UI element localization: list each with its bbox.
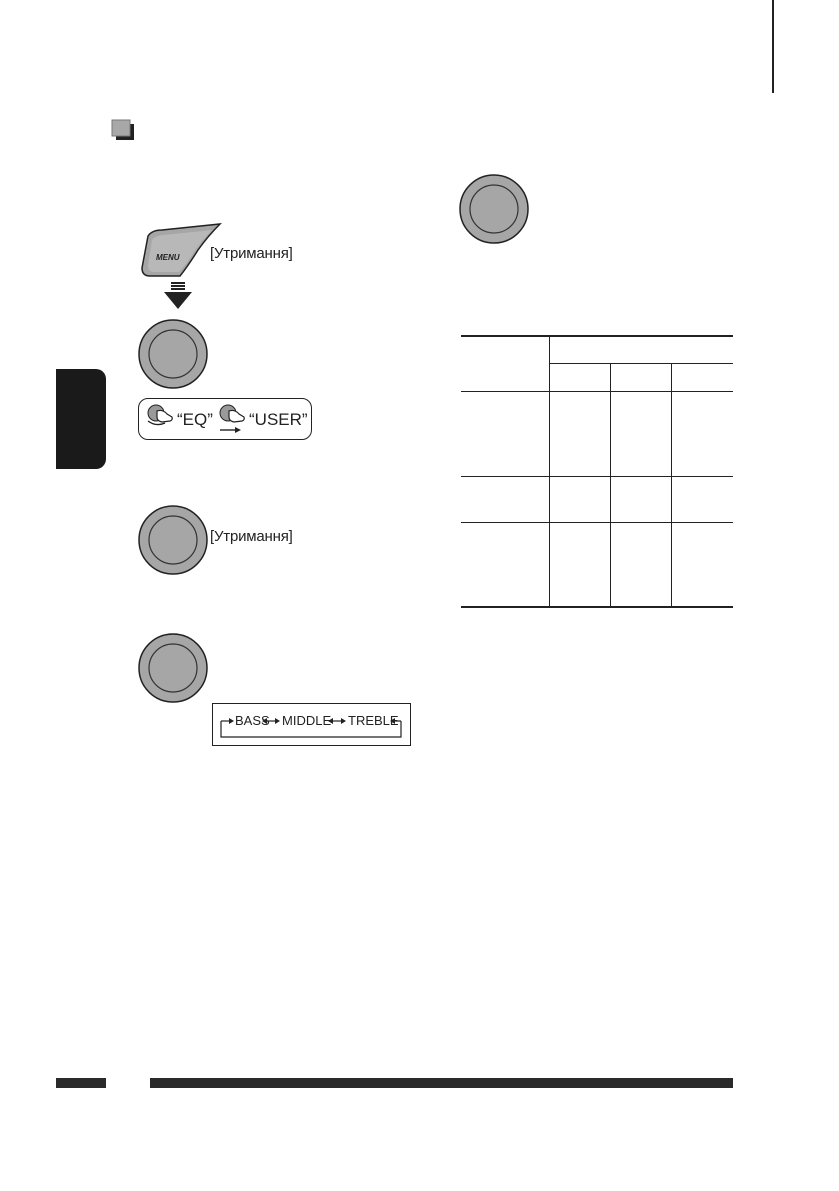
table-rule-subheader: [549, 363, 733, 364]
table-col-1: [549, 335, 550, 607]
middle-label: MIDDLE: [282, 713, 332, 728]
table-rule-top: [461, 335, 733, 337]
table-rule-row2: [461, 522, 733, 523]
bass-label: BASS: [235, 713, 270, 728]
footer-page-bar: [56, 1078, 106, 1088]
footer-rule: [150, 1078, 733, 1088]
dial-turn-icon-2: [217, 403, 247, 435]
hold-label-dial: [Утримання]: [210, 528, 293, 545]
section-marker-icon: [110, 118, 136, 142]
table-rule-row1: [461, 476, 733, 477]
control-dial-icon-3[interactable]: [137, 632, 209, 704]
table-col-3: [671, 363, 672, 607]
control-dial-icon[interactable]: [137, 318, 209, 390]
dial-turn-icon: [145, 403, 175, 427]
hold-label-menu: [Утримання]: [210, 245, 293, 262]
user-label: “USER”: [249, 410, 308, 429]
eq-user-selection-box: [138, 398, 312, 440]
down-arrow-icon: [162, 282, 194, 310]
table-rule-bottom: [461, 606, 733, 608]
control-dial-icon-2[interactable]: [137, 504, 209, 576]
table-col-2: [610, 363, 611, 607]
language-side-tab: [56, 369, 106, 469]
tone-cycle-box: [212, 703, 411, 746]
control-dial-icon-right[interactable]: [458, 173, 530, 245]
menu-button-text: MENU: [156, 253, 180, 262]
page-edge-rule: [772, 0, 774, 93]
table-rule-header: [461, 391, 733, 392]
eq-label: “EQ”: [177, 410, 213, 429]
treble-label: TREBLE: [348, 713, 399, 728]
